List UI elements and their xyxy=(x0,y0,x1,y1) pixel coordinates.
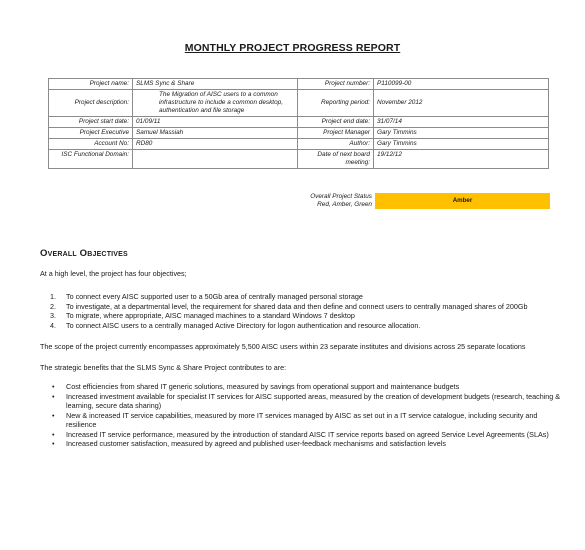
project-name-label: Project name: xyxy=(49,79,133,90)
scope-paragraph: The scope of the project currently encompasses approximately 5,500 AISC users within 23 separate institutes and divisions across 25 separate locations xyxy=(40,342,526,351)
status-labels xyxy=(300,193,372,209)
report-title: MONTHLY PROJECT PROGRESS REPORT xyxy=(184,42,401,54)
list-text: To migrate, where appropriate, AISC managed machines to a standard Windows 7 desktop xyxy=(66,311,355,320)
start-date-value: 01/09/11 xyxy=(133,117,298,128)
benefits-intro: The strategic benefits that the SLMS Sync & Share Project contributes to are: xyxy=(40,363,287,372)
list-text: New & increased IT service capabilities, measured by more IT services managed by AISC as set out in a IT service catalogue, including security and resilience xyxy=(66,410,538,429)
list-item xyxy=(50,411,565,430)
list-item xyxy=(50,392,565,411)
bullet-icon: • xyxy=(52,382,55,391)
project-executive-value: Samuel Massiah xyxy=(133,128,298,139)
list-text: Cost efficiencies from shared IT generic solutions, measured by savings from operational support and maintenance budgets xyxy=(66,382,460,391)
reporting-period-label: Reporting period: xyxy=(298,90,374,117)
project-description-label: Project description: xyxy=(49,90,133,117)
objectives-list xyxy=(50,292,565,330)
next-board-meeting-value: 19/12/12 xyxy=(374,150,549,169)
list-text: To investigate, at a departmental level, the requirement for shared data and then define and connect users to centrally managed shares of 200Gb xyxy=(66,301,528,311)
list-number: 1. xyxy=(50,292,56,301)
table-row xyxy=(49,150,549,169)
table-row xyxy=(49,90,549,117)
reporting-period-value: November 2012 xyxy=(374,90,549,117)
list-text: Increased IT service performance, measured by the introduction of standard AISC IT service reports based on agreed Service Level Agreements (SLAs) xyxy=(66,429,549,439)
project-number-label: Project number: xyxy=(298,79,374,90)
bullet-icon: • xyxy=(52,391,55,401)
benefits-list xyxy=(50,382,565,449)
project-description-value: The Migration of AISC users to a common infrastructure to include a common desktop, authentication and file storage xyxy=(133,90,298,117)
bullet-icon: • xyxy=(52,439,55,448)
list-number: 4. xyxy=(50,320,56,330)
list-item xyxy=(50,321,565,331)
list-text: Increased investment available for specialist IT services for AISC supported areas, measured by the creation of development budgets (research, teaching & learning, secure data sharing) xyxy=(66,391,561,410)
project-manager-value: Gary Timmins xyxy=(374,128,549,139)
bullet-icon: • xyxy=(52,429,55,439)
end-date-label: Project end date: xyxy=(298,117,374,128)
table-row xyxy=(49,128,549,139)
status-label: Overall Project Status xyxy=(310,193,372,200)
functional-domain-label: ISC Functional Domain: xyxy=(49,150,133,169)
end-date-value: 31/07/14 xyxy=(374,117,549,128)
objectives-intro: At a high level, the project has four objectives; xyxy=(40,269,187,278)
next-board-meeting-label: Date of next board meeting: xyxy=(298,150,374,169)
project-manager-label: Project Manager xyxy=(298,128,374,139)
table-row xyxy=(49,117,549,128)
status-badge: Amber xyxy=(375,193,550,209)
list-number: 3. xyxy=(50,311,56,320)
list-item xyxy=(50,302,565,312)
list-item xyxy=(50,292,565,302)
list-text: To connect every AISC supported user to a 50Gb area of centrally managed personal storage xyxy=(66,292,363,301)
list-item xyxy=(50,382,565,392)
account-no-value: RD80 xyxy=(133,139,298,150)
status-legend: Red, Amber, Green xyxy=(317,201,372,208)
list-item xyxy=(50,430,565,440)
project-executive-label: Project Executive xyxy=(49,128,133,139)
author-value: Gary Timmins xyxy=(374,139,549,150)
functional-domain-value xyxy=(133,150,298,169)
start-date-label: Project start date: xyxy=(49,117,133,128)
project-info-table xyxy=(48,78,549,169)
project-name-value: SLMS Sync & Share xyxy=(133,79,298,90)
account-no-label: Account No: xyxy=(49,139,133,150)
list-text: Increased customer satisfaction, measured by agreed and published user-feedback mechanisms and satisfaction levels xyxy=(66,439,446,448)
table-row xyxy=(49,79,549,90)
project-number-value: P110099-00 xyxy=(374,79,549,90)
table-row xyxy=(49,139,549,150)
list-item xyxy=(50,439,565,449)
list-item xyxy=(50,311,565,321)
author-label: Author: xyxy=(298,139,374,150)
list-number: 2. xyxy=(50,301,56,311)
bullet-icon: • xyxy=(52,410,55,420)
section-heading: Overall Objectives xyxy=(40,248,128,259)
list-text: To connect AISC users to a centrally managed Active Directory for logon authentication and resource allocation. xyxy=(66,320,421,330)
